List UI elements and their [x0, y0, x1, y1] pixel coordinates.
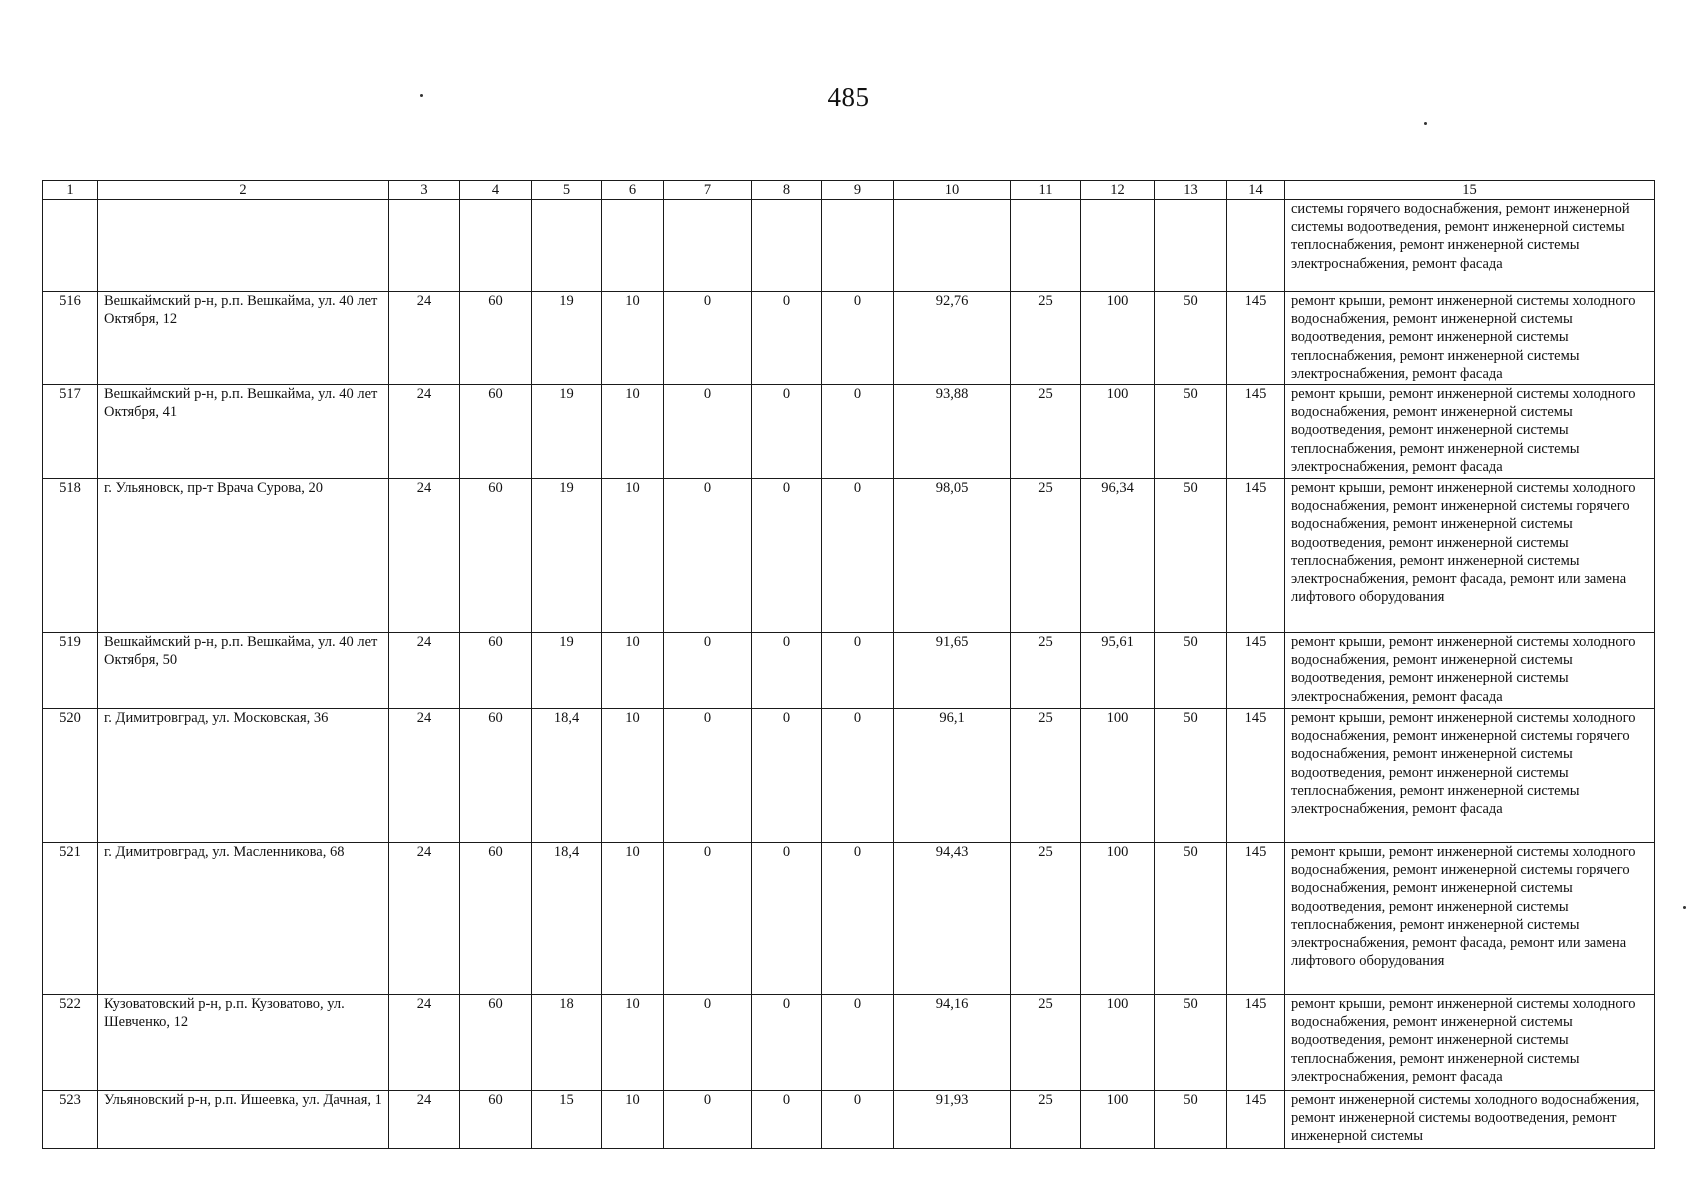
value-cell	[389, 200, 460, 292]
value-cell: 0	[822, 633, 894, 709]
page-number: 485	[827, 82, 870, 112]
value-cell: 0	[664, 709, 752, 843]
value-cell: 10	[602, 292, 664, 385]
value-cell: 0	[752, 292, 822, 385]
value-cell: 0	[822, 1091, 894, 1149]
row-number: 523	[43, 1091, 98, 1149]
register-table	[42, 180, 1655, 1149]
table-row	[43, 709, 1655, 843]
value-cell: 60	[460, 385, 532, 479]
value-cell: 60	[460, 479, 532, 633]
value-cell: 15	[532, 1091, 602, 1149]
value-cell: 19	[532, 633, 602, 709]
works-cell: ремонт крыши, ремонт инженерной системы холодного водоснабжения, ремонт инженерной системы горячего водоснабжения, ремонт инженерной системы водоотведения, ремонт инженерной системы теплоснабжения, ремонт инженерной системы электроснабжения, ремонт фасада, ремонт или замена лифтового оборудования	[1285, 479, 1655, 633]
address-cell: г. Димитровград, ул. Московская, 36	[98, 709, 389, 843]
column-header: 13	[1155, 181, 1227, 200]
value-cell: 19	[532, 479, 602, 633]
address-cell	[98, 200, 389, 292]
works-cell: ремонт крыши, ремонт инженерной системы холодного водоснабжения, ремонт инженерной системы водоотведения, ремонт инженерной системы электроснабжения, ремонт фасада	[1285, 633, 1655, 709]
value-cell: 0	[822, 385, 894, 479]
address-cell: Вешкаймский р-н, р.п. Вешкайма, ул. 40 лет Октября, 50	[98, 633, 389, 709]
column-header: 9	[822, 181, 894, 200]
value-cell: 50	[1155, 292, 1227, 385]
value-cell: 60	[460, 633, 532, 709]
address-cell: Кузоватовский р-н, р.п. Кузоватово, ул. Шевченко, 12	[98, 995, 389, 1091]
value-cell: 145	[1227, 479, 1285, 633]
value-cell: 25	[1011, 292, 1081, 385]
value-cell: 0	[664, 1091, 752, 1149]
value-cell: 0	[752, 479, 822, 633]
table-row	[43, 385, 1655, 479]
value-cell: 145	[1227, 843, 1285, 995]
row-number	[43, 200, 98, 292]
works-cell: ремонт крыши, ремонт инженерной системы холодного водоснабжения, ремонт инженерной системы водоотведения, ремонт инженерной системы теплоснабжения, ремонт инженерной системы электроснабжения, ремонт фасада	[1285, 385, 1655, 479]
value-cell: 0	[752, 1091, 822, 1149]
value-cell: 100	[1081, 1091, 1155, 1149]
value-cell: 91,93	[894, 1091, 1011, 1149]
value-cell: 10	[602, 385, 664, 479]
value-cell	[1011, 200, 1081, 292]
value-cell: 145	[1227, 385, 1285, 479]
value-cell: 0	[664, 843, 752, 995]
value-cell: 60	[460, 709, 532, 843]
scan-speck	[420, 94, 423, 97]
value-cell: 25	[1011, 843, 1081, 995]
value-cell: 18	[532, 995, 602, 1091]
address-cell: г. Ульяновск, пр-т Врача Сурова, 20	[98, 479, 389, 633]
value-cell	[1081, 200, 1155, 292]
column-header: 5	[532, 181, 602, 200]
value-cell: 10	[602, 1091, 664, 1149]
value-cell: 95,61	[1081, 633, 1155, 709]
value-cell: 0	[822, 995, 894, 1091]
column-header-row	[43, 181, 1655, 200]
value-cell	[602, 200, 664, 292]
column-header: 12	[1081, 181, 1155, 200]
value-cell: 100	[1081, 385, 1155, 479]
value-cell: 50	[1155, 1091, 1227, 1149]
value-cell: 92,76	[894, 292, 1011, 385]
address-cell: Вешкаймский р-н, р.п. Вешкайма, ул. 40 лет Октября, 41	[98, 385, 389, 479]
value-cell	[460, 200, 532, 292]
value-cell	[532, 200, 602, 292]
value-cell: 0	[752, 843, 822, 995]
value-cell: 94,16	[894, 995, 1011, 1091]
table-row	[43, 843, 1655, 995]
value-cell	[822, 200, 894, 292]
value-cell: 145	[1227, 292, 1285, 385]
value-cell: 60	[460, 1091, 532, 1149]
value-cell: 91,65	[894, 633, 1011, 709]
value-cell: 0	[822, 479, 894, 633]
value-cell: 25	[1011, 633, 1081, 709]
value-cell: 94,43	[894, 843, 1011, 995]
value-cell	[1155, 200, 1227, 292]
value-cell: 60	[460, 995, 532, 1091]
value-cell: 50	[1155, 995, 1227, 1091]
row-number: 516	[43, 292, 98, 385]
address-cell: Вешкаймский р-н, р.п. Вешкайма, ул. 40 лет Октября, 12	[98, 292, 389, 385]
value-cell: 24	[389, 843, 460, 995]
value-cell: 24	[389, 479, 460, 633]
value-cell: 24	[389, 995, 460, 1091]
column-header: 7	[664, 181, 752, 200]
value-cell: 0	[752, 995, 822, 1091]
value-cell: 0	[664, 479, 752, 633]
address-cell: Ульяновский р-н, р.п. Ишеевка, ул. Дачная, 1	[98, 1091, 389, 1149]
value-cell: 0	[752, 385, 822, 479]
table-row	[43, 479, 1655, 633]
value-cell: 96,34	[1081, 479, 1155, 633]
row-number: 518	[43, 479, 98, 633]
value-cell: 100	[1081, 843, 1155, 995]
value-cell: 50	[1155, 479, 1227, 633]
value-cell: 24	[389, 292, 460, 385]
value-cell: 24	[389, 709, 460, 843]
column-header: 8	[752, 181, 822, 200]
works-cell: ремонт крыши, ремонт инженерной системы холодного водоснабжения, ремонт инженерной системы водоотведения, ремонт инженерной системы теплоснабжения, ремонт инженерной системы электроснабжения, ремонт фасада	[1285, 995, 1655, 1091]
value-cell: 0	[664, 995, 752, 1091]
row-number: 517	[43, 385, 98, 479]
value-cell: 24	[389, 1091, 460, 1149]
value-cell	[752, 200, 822, 292]
row-number: 522	[43, 995, 98, 1091]
value-cell: 18,4	[532, 843, 602, 995]
value-cell: 50	[1155, 633, 1227, 709]
value-cell	[894, 200, 1011, 292]
value-cell: 60	[460, 843, 532, 995]
column-header: 1	[43, 181, 98, 200]
column-header: 10	[894, 181, 1011, 200]
scan-speck	[1683, 906, 1686, 909]
value-cell: 98,05	[894, 479, 1011, 633]
value-cell: 50	[1155, 385, 1227, 479]
value-cell: 25	[1011, 709, 1081, 843]
works-cell: ремонт крыши, ремонт инженерной системы холодного водоснабжения, ремонт инженерной системы горячего водоснабжения, ремонт инженерной системы водоотведения, ремонт инженерной системы теплоснабжения, ремонт инженерной системы электроснабжения, ремонт фасада	[1285, 709, 1655, 843]
value-cell: 145	[1227, 1091, 1285, 1149]
column-header: 6	[602, 181, 664, 200]
value-cell: 25	[1011, 1091, 1081, 1149]
value-cell: 24	[389, 385, 460, 479]
value-cell: 10	[602, 479, 664, 633]
scan-speck	[1424, 122, 1427, 125]
value-cell: 19	[532, 385, 602, 479]
table-row	[43, 633, 1655, 709]
value-cell	[1227, 200, 1285, 292]
value-cell: 0	[822, 843, 894, 995]
value-cell: 0	[664, 292, 752, 385]
column-header: 3	[389, 181, 460, 200]
address-cell: г. Димитровград, ул. Масленникова, 68	[98, 843, 389, 995]
value-cell: 93,88	[894, 385, 1011, 479]
table-row	[43, 995, 1655, 1091]
value-cell: 0	[822, 709, 894, 843]
value-cell: 0	[822, 292, 894, 385]
column-header: 4	[460, 181, 532, 200]
works-cell: ремонт крыши, ремонт инженерной системы холодного водоснабжения, ремонт инженерной системы горячего водоснабжения, ремонт инженерной системы водоотведения, ремонт инженерной системы теплоснабжения, ремонт инженерной системы электроснабжения, ремонт фасада, ремонт или замена лифтового оборудования	[1285, 843, 1655, 995]
table-row	[43, 292, 1655, 385]
value-cell: 100	[1081, 292, 1155, 385]
value-cell: 60	[460, 292, 532, 385]
value-cell: 50	[1155, 843, 1227, 995]
table-row	[43, 200, 1655, 292]
value-cell: 25	[1011, 385, 1081, 479]
row-number: 521	[43, 843, 98, 995]
row-number: 520	[43, 709, 98, 843]
value-cell: 24	[389, 633, 460, 709]
value-cell: 25	[1011, 479, 1081, 633]
value-cell: 25	[1011, 995, 1081, 1091]
value-cell: 10	[602, 709, 664, 843]
value-cell: 18,4	[532, 709, 602, 843]
works-cell: системы горячего водоснабжения, ремонт инженерной системы водоотведения, ремонт инженерной системы теплоснабжения, ремонт инженерной системы электроснабжения, ремонт фасада	[1285, 200, 1655, 292]
value-cell: 145	[1227, 633, 1285, 709]
value-cell: 100	[1081, 995, 1155, 1091]
column-header: 11	[1011, 181, 1081, 200]
works-cell: ремонт крыши, ремонт инженерной системы холодного водоснабжения, ремонт инженерной системы водоотведения, ремонт инженерной системы теплоснабжения, ремонт инженерной системы электроснабжения, ремонт фасада	[1285, 292, 1655, 385]
row-number: 519	[43, 633, 98, 709]
column-header: 14	[1227, 181, 1285, 200]
value-cell: 0	[664, 385, 752, 479]
value-cell: 145	[1227, 709, 1285, 843]
column-header: 15	[1285, 181, 1655, 200]
value-cell: 0	[752, 633, 822, 709]
value-cell: 96,1	[894, 709, 1011, 843]
value-cell: 10	[602, 995, 664, 1091]
value-cell: 50	[1155, 709, 1227, 843]
value-cell: 10	[602, 843, 664, 995]
column-header: 2	[98, 181, 389, 200]
table-row	[43, 1091, 1655, 1149]
value-cell: 10	[602, 633, 664, 709]
value-cell: 0	[752, 709, 822, 843]
value-cell	[664, 200, 752, 292]
works-cell: ремонт инженерной системы холодного водоснабжения, ремонт инженерной системы водоотведения, ремонт инженерной системы	[1285, 1091, 1655, 1149]
value-cell: 100	[1081, 709, 1155, 843]
value-cell: 0	[664, 633, 752, 709]
value-cell: 19	[532, 292, 602, 385]
value-cell: 145	[1227, 995, 1285, 1091]
